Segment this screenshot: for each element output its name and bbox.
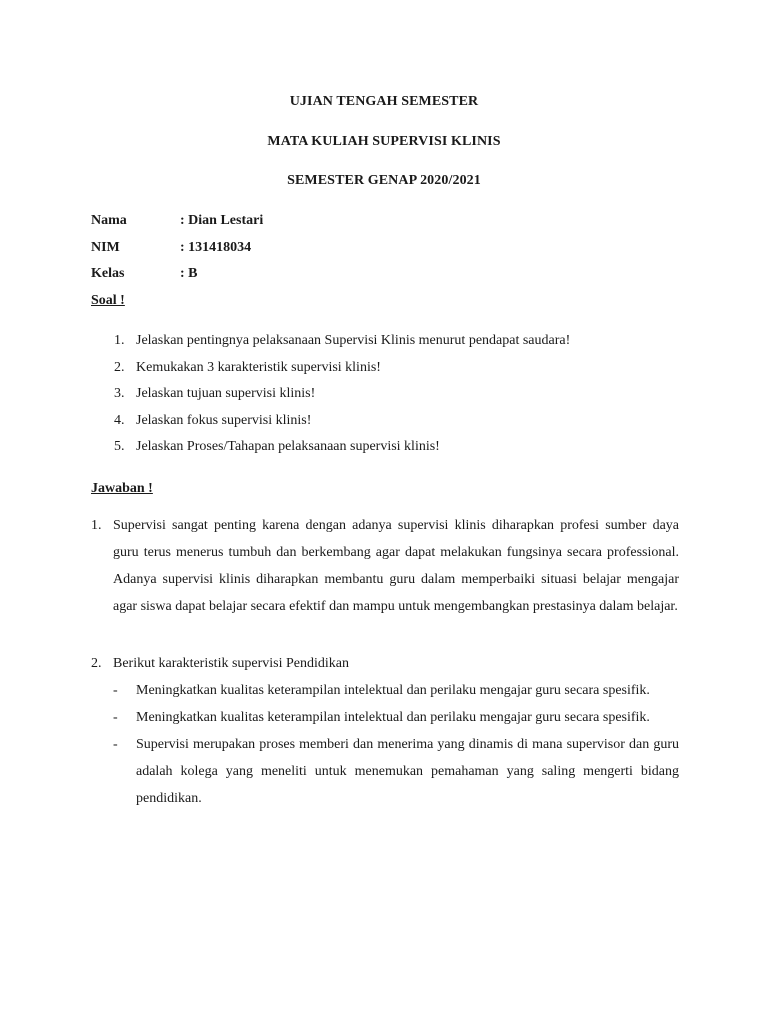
question-item [114, 413, 570, 440]
answers-heading: Jawaban ! [91, 481, 153, 496]
answer-number: 1. [91, 518, 102, 533]
semester-title: SEMESTER GENAP 2020/2021 [287, 173, 481, 188]
student-nim-row [91, 240, 251, 256]
question-text: Jelaskan fokus supervisi klinis! [136, 412, 312, 428]
question-number: 3. [114, 386, 125, 401]
question-item [114, 386, 570, 413]
questions-heading: Soal ! [91, 293, 125, 308]
student-name-row [91, 213, 263, 229]
question-list [114, 333, 570, 466]
student-class-label: Kelas [91, 266, 125, 281]
question-number: 5. [114, 439, 125, 454]
question-number: 1. [114, 333, 125, 348]
question-item [114, 333, 570, 360]
student-name-value: : Dian Lestari [180, 213, 264, 228]
question-item [114, 439, 570, 466]
answer-number: 2. [91, 656, 102, 671]
student-class-value: : B [180, 266, 198, 281]
characteristic-item [113, 677, 679, 704]
question-text: Jelaskan tujuan supervisi klinis! [136, 386, 316, 401]
student-name-label: Nama [91, 213, 127, 228]
student-nim-value: : 131418034 [180, 240, 252, 255]
characteristic-item [113, 704, 679, 731]
bullet-dash: - [113, 710, 118, 725]
question-number: 2. [114, 359, 125, 375]
answer-text: Berikut karakteristik supervisi Pendidikan [113, 656, 350, 671]
question-text: Jelaskan pentingnya pelaksanaan Supervisi Klinis menurut pendapat saudara! [136, 333, 571, 348]
question-text: Kemukakan 3 karakteristik supervisi klinis! [136, 359, 381, 375]
characteristic-item [113, 731, 679, 812]
exam-title: UJIAN TENGAH SEMESTER [289, 94, 479, 109]
bullet-dash: - [113, 683, 118, 698]
student-class-row [91, 266, 198, 282]
bullet-dash: - [113, 737, 118, 752]
answer-block-2 [91, 650, 679, 812]
answer-text: Supervisi sangat penting karena dengan adanya supervisi klinis diharapkan profesi sumber daya guru terus menerus tumbuh dan berkembang agar dapat melakukan fungsinya secara professional. Adanya supervisi klinis diharapkan membantu guru dalam memperbaiki situasi belajar mengajar agar siswa dapat belajar secara efektif dan mampu untuk mengembangkan prestasinya dalam belajar. [113, 518, 679, 614]
question-item [114, 360, 570, 387]
characteristic-text: Meningkatkan kualitas keterampilan intelektual dan perilaku mengajar guru secara spesifik. [136, 683, 650, 698]
characteristics-list [113, 677, 679, 812]
answer-block-1 [91, 512, 679, 620]
question-text: Jelaskan Proses/Tahapan pelaksanaan supervisi klinis! [136, 439, 440, 454]
student-nim-label: NIM [91, 240, 120, 255]
characteristic-text: Meningkatkan kualitas keterampilan intelektual dan perilaku mengajar guru secara spesifik. [136, 710, 650, 725]
question-number: 4. [114, 412, 125, 428]
characteristic-text: Supervisi merupakan proses memberi dan menerima yang dinamis di mana supervisor dan guru adalah kolega yang meneliti untuk menemukan pemahaman yang saling mengerti bidang pendidikan. [136, 737, 679, 806]
course-title: MATA KULIAH SUPERVISI KLINIS [267, 134, 501, 149]
